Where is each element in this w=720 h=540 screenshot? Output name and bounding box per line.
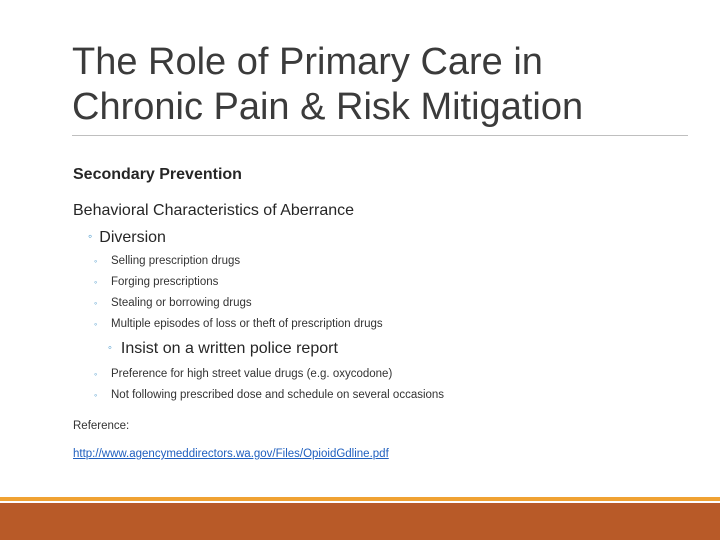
list-item [94,275,383,296]
list-item-text: Not following prescribed dose and schedule on several occasions [111,389,445,401]
bullet-icon: ◦ [108,342,112,354]
list-item [94,388,444,409]
slide-title-line-2: Chronic Pain & Risk Mitigation [72,86,584,128]
list-item [94,367,444,388]
insist-item [108,340,338,358]
bullet-icon: ◦ [94,298,98,308]
bullet-icon: ◦ [88,229,93,243]
list-item [94,317,383,338]
list-item-text: Selling prescription drugs [111,255,241,267]
list-item-text: Forging prescriptions [111,276,219,288]
section-heading: Behavioral Characteristics of Aberrance [73,202,355,219]
bullet-icon: ◦ [94,256,98,266]
slide-title-line-1: The Role of Primary Care in [72,41,543,83]
subheading: Secondary Prevention [73,166,242,183]
footer-band [0,503,720,540]
reference-label: Reference: [73,420,130,432]
bullet-icon: ◦ [94,319,98,329]
reference-link[interactable]: http://www.agencymeddirectors.wa.gov/Files/OpioidGdline.pdf [73,448,389,460]
other-list [94,367,444,409]
title-divider [72,135,688,136]
diversion-item [88,229,166,247]
insist-text: Insist on a written police report [120,340,338,357]
diversion-label: Diversion [99,229,166,246]
list-item [94,296,383,317]
slide-title [72,40,672,130]
list-item-text: Stealing or borrowing drugs [111,297,252,309]
bullet-icon: ◦ [94,369,98,379]
bullet-icon: ◦ [94,390,98,400]
diversion-list [94,254,383,338]
footer-accent-bar [0,497,720,501]
list-item [94,254,383,275]
list-item-text: Preference for high street value drugs (e.g. oxycodone) [111,368,393,380]
bullet-icon: ◦ [94,277,98,287]
list-item-text: Multiple episodes of loss or theft of prescription drugs [111,318,383,330]
